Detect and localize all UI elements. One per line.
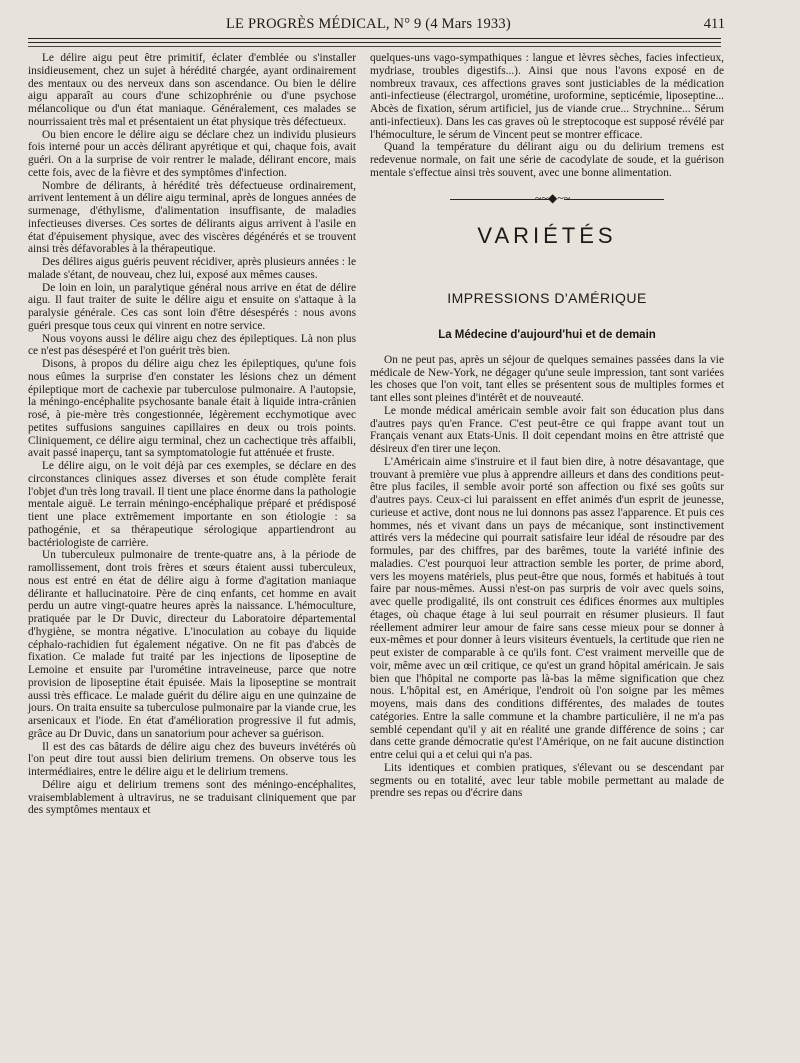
paragraph: Le monde médical américain semble avoir fait son éducation plus dans d'autres pays qu'en France. C'est peut-être ce qui frappe avant tout un Français venant aux Etats-Unis. Il doit cependant moins en être attristé que désireux d'en tirer une leçon. <box>370 404 724 455</box>
paragraph: Un tuberculeux pulmonaire de trente-quatre ans, à la période de ramollissement, dont trois frères et sœurs étaient aussi tuberculeux, nous est entré en état de délire aigu à forme d'agitation maniaque délirante et hallucinatoire. Père de cinq enfants, cet homme en avait perdu un autre vingt-quatre heures après la naissance. L'hémoculture, pratiquée par le Dr Duvic, directeur du Laboratoire départemental d'hygiène, se montra négative. L'inoculation au cobaye du liquide céphalo-rachidien fut également négative. On ne fit pas d'abcès de fixation. Ce malade fut traité par les injections de liposeptine de Lemoine et ensuite par l'urométine intraveineuse, parce que notre provision de liposeptine était épuisée. Mais la liposeptine se montrait aussi très efficace. Le malade guérit du délire aigu en une quinzaine de jours. On traita ensuite sa tuberculose pulmonaire par la viande crue, les arsenicaux et l'iode. En état d'amélioration progressive il fut admis, grâce au Dr Duvic, dans un sanatorium pour achever sa guérison. <box>28 549 356 740</box>
paragraph: Des délires aigus guéris peuvent récidiver, après plusieurs années : le malade s'étant, de nouveau, chez lui, exposé aux mêmes causes. <box>28 256 356 281</box>
section-title: VARIÉTÉS <box>477 222 617 248</box>
paragraph: Nombre de délirants, à hérédité très défectueuse ordinairement, arrivent lentement à un délire aigu terminal, après de longues années de surmenage, d'éthylisme, d'alimentation insuffisante, de maladies infectieuses diverses. Ces sortes de délirants aigus arrivent à l'asile en état d'épuisement physique, avec des viscères dégénérés et se trouvent ainsi très défavorables à la thérapeutique. <box>28 179 356 256</box>
section-divider <box>370 192 724 208</box>
page-number: 411 <box>703 16 725 32</box>
paragraph: Disons, à propos du délire aigu chez les épileptiques, qu'une fois nous eûmes la surprise d'en constater les lésions chez un dément épileptique mort de cachexie par tuberculose pulmonaire. A l'autopsie, la méningo-encéphalite psychosante banale était à liquide intra-crânien rosé, à pie-mère très congestionnée, légèrement ecchymotique avec petites suffusions sanguines capillaires en deux ou trois points. Cliniquement, ce délire aigu terminal, chez un cachectique très affaibli, avait passé inaperçu, tant sa symptomatologie fut atténuée et fruste. <box>28 358 356 460</box>
header-rule-hairline <box>28 46 721 47</box>
paragraph: Le délire aigu, on le voit déjà par ces exemples, se déclare en des circonstances cliniques assez diverses et son étude complète ferait l'objet d'un très long travail. Il tient une place énorme dans la pathologie mentale aiguë. Le terrain méningo-encéphalique préparé et prédisposé tient une place extrêmement importante en son étiologie : sa pathogénie, et sa thérapeutique sérologique appartiendront au bactériologiste de carrière. <box>28 460 356 549</box>
paragraph: Nous voyons aussi le délire aigu chez des épileptiques. Là non plus ce n'est pas désespéré et l'on guérit très bien. <box>28 332 356 358</box>
paragraph: Il est des cas bâtards de délire aigu chez des buveurs invétérés où l'on peut dire tout aussi bien delirium tremens. On observe tous les intermédiaires, entre le délire aigu et le delirium tremens. <box>28 740 356 778</box>
divider-ornament: ~~◆~~ <box>535 190 571 205</box>
running-header <box>30 16 725 36</box>
paragraph: Lits identiques et combien pratiques, s'élevant ou se descendant par segments ou en totalité, avec leur table mobile permettant au malade de prendre ses repas ou d'écrire dans <box>370 761 724 800</box>
article-title: IMPRESSIONS D'AMÉRIQUE <box>447 290 647 307</box>
header-rule-thin <box>28 42 721 43</box>
paragraph: Le délire aigu peut être primitif, éclater d'emblée ou s'installer insidieusement, chez un sujet à hérédité chargée, ayant ordinairement des mentaux ou des nerveux dans son ascendance. Ou bien le délire aigu apparaît au cours d'une schizophrénie ou d'une psychose mélancolique ou d'un état maniaque. Généralement, ces malades se nourrissaient très mal et présentaient un état physique très défectueux. <box>28 52 356 128</box>
journal-title: LE PROGRÈS MÉDICAL, N° 9 (4 Mars 1933) <box>226 16 511 32</box>
paragraph: L'Américain aime s'instruire et il faut bien dire, à notre désavantage, que trouvant à première vue plus à apprendre ailleurs et dans des conditions peut-être plus faciles, il semble avoir porté son affection ou fixé ses goûts sur d'autres pays. Ceux-ci lui paraissent en effet animés d'un esprit de jeunesse, curieuse et active, dont nous ne lui donnons pas assez l'apparence. Et puis ces hommes, nés et vivant dans un pays de mécanique, sont instinctivement attirés vers la médecine qui pourrait satisfaire leur idéal de résoudre par des formules, par des chiffres, par des barêmes, toute la variété infinie des maladies. C'est pourquoi leur attraction semble les porter, de prime abord, vers les moyens matériels, plus peut-être que nous, formés et habitués à tout faire par nous-mêmes. Aussi n'est-on pas surpris de voir avec quels soins, avec quelle prodigalité, ils ont construit ces édifices énormes aux multiples étages, où chaque étage à lui seul pourrait en résumer plusieurs. Il faut réellement admirer leur amour de faire sans cesse mieux pour se donner à eux-mêmes et pour donner à leurs visiteurs éventuels, la certitude que rien ne peut exister de comparable à ce qu'ils font. C'est vraiment merveille que de voir, même avec un œil critique, ce qu'est un grand hôpital américain. Je sais bien que l'hôpital ne comporte pas là-bas la même signification que chez nous. L'hôpital est, en Amérique, l'endroit où l'on soigne par les mêmes moyens, mais dans des conditions différentes, des malades de toutes catégories. Entre la salle commune et la chambre particulière, il ne m'a pas semblé cependant qu'il y ait en réalité une grande différence de soins ; car dans cette grande démocratie qu'est l'Amérique, on ne fait aucune distinction entre celui qui a et celui qui n'a pas. <box>370 455 724 761</box>
right-column <box>370 52 724 800</box>
divider-line-right <box>564 199 664 200</box>
paragraph: quelques-uns vago-sympathiques : langue et lèvres sèches, facies infectieux, mydriase, troubles digestifs...). Ainsi que nous l'avons exposé en de nombreux travaux, ces affections graves sont justiciables de la médication anti-infectieuse (électrargol, urométine, uroformine, septicémie, liposeptine... Abcès de fixation, sérum artificiel, jus de viande crue... Strychnine... Sérum anti-infectieux). Dans les cas graves où le streptocoque est supposé révélé par l'hémoculture, le sérum de Vincent peut se montrer efficace. <box>370 52 724 141</box>
paragraph: De loin en loin, un paralytique général nous arrive en état de délire aigu. Il faut traiter de suite le délire aigu et ensuite on s'attaque à la paralysie générale. Ces cas sont loin d'être désespérés : nous avons guéri presque tous ceux qui vinrent en notre service. <box>28 281 356 332</box>
header-rule-thick <box>28 38 721 39</box>
paragraph: Délire aigu et delirium tremens sont des méningo-encéphalites, vraisemblablement à ultravirus, ne se traduisant cliniquement que par des symptômes mentaux et <box>28 778 356 817</box>
paragraph: Ou bien encore le délire aigu se déclare chez un individu plusieurs fois interné pour un accès délirant apyrétique et qui, chaque fois, avait guéri. On a la surprise de voir rentrer le malade, délirant encore, mais cette fois, avec de la fièvre et des symptômes d'infection. <box>28 128 356 179</box>
paragraph: Quand la température du délirant aigu ou du delirium tremens est redevenue normale, on fait une série de cacodylate de soude, et la guérison mentale s'effectue ainsi très souvent, avec une bonne alimentation. <box>370 141 724 179</box>
article-subtitle: La Médecine d'aujourd'hui et de demain <box>438 329 656 341</box>
paragraph: On ne peut pas, après un séjour de quelques semaines passées dans la vie médicale de New-York, ne dégager qu'une seule impression, tant sont variées les choses que l'on voit, tant elles se présentent sous de multiples formes et tant elles sont pleines d'intérêt et de nouveauté. <box>370 353 724 404</box>
left-column <box>28 52 356 817</box>
